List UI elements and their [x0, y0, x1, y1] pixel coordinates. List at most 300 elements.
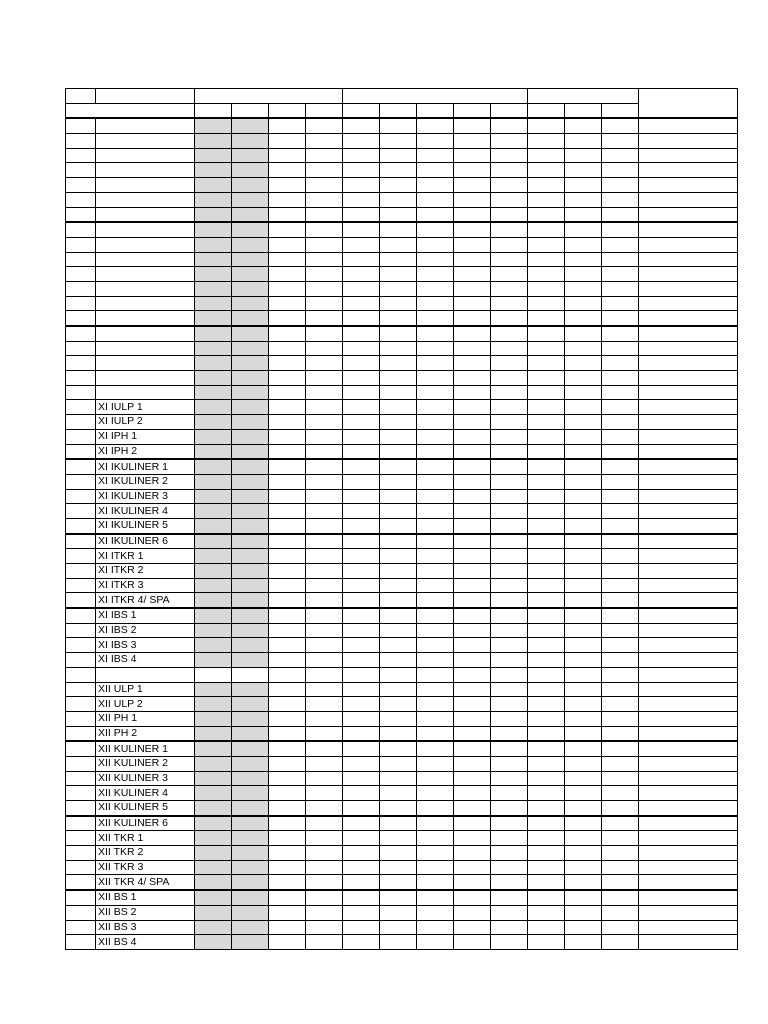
data-cell	[269, 267, 306, 282]
data-cell	[195, 371, 232, 386]
data-cell	[565, 267, 602, 282]
data-cell	[269, 237, 306, 252]
row-number-cell	[66, 400, 96, 415]
data-cell	[528, 697, 565, 712]
class-row	[66, 400, 738, 415]
class-name-cell	[96, 148, 195, 163]
data-cell	[306, 118, 343, 133]
remark-cell	[639, 816, 738, 831]
data-cell	[454, 549, 491, 564]
data-cell	[195, 459, 232, 474]
data-cell	[565, 593, 602, 608]
data-cell	[454, 474, 491, 489]
separator-row	[66, 667, 738, 682]
class-name-cell: XII TKR 2	[96, 846, 195, 861]
data-cell	[528, 534, 565, 549]
data-cell	[491, 638, 528, 653]
remark-cell	[639, 578, 738, 593]
data-cell	[343, 489, 380, 504]
data-cell	[602, 608, 639, 623]
data-cell	[454, 786, 491, 801]
class-row	[66, 905, 738, 920]
class-name-cell	[96, 281, 195, 296]
data-cell	[417, 371, 454, 386]
data-cell	[269, 726, 306, 741]
data-cell	[565, 741, 602, 756]
class-row	[66, 578, 738, 593]
data-cell	[454, 564, 491, 579]
class-row	[66, 741, 738, 756]
remark-cell	[639, 489, 738, 504]
data-cell	[306, 296, 343, 311]
row-number-cell	[66, 296, 96, 311]
data-cell	[454, 875, 491, 890]
row-number-cell	[66, 518, 96, 533]
data-cell	[195, 518, 232, 533]
data-cell	[195, 875, 232, 890]
data-cell	[565, 935, 602, 950]
data-cell	[454, 846, 491, 861]
row-number-cell	[66, 489, 96, 504]
class-name-cell: XII PH 1	[96, 711, 195, 726]
data-cell	[417, 726, 454, 741]
data-cell	[565, 148, 602, 163]
class-row	[66, 786, 738, 801]
data-cell	[491, 711, 528, 726]
data-cell	[454, 905, 491, 920]
data-cell	[269, 326, 306, 341]
data-cell	[380, 816, 417, 831]
row-number-cell	[66, 148, 96, 163]
blank-row	[66, 192, 738, 207]
data-cell	[491, 786, 528, 801]
data-cell	[602, 534, 639, 549]
row-number-cell	[66, 711, 96, 726]
class-row	[66, 935, 738, 950]
data-cell	[306, 682, 343, 697]
data-cell	[195, 163, 232, 178]
data-cell	[343, 638, 380, 653]
data-cell	[380, 741, 417, 756]
data-cell	[454, 267, 491, 282]
row-number-cell	[66, 237, 96, 252]
data-cell	[528, 682, 565, 697]
data-cell	[380, 564, 417, 579]
data-cell	[454, 771, 491, 786]
class-name-cell	[96, 134, 195, 149]
row-number-cell	[66, 682, 96, 697]
data-cell	[269, 341, 306, 356]
class-row	[66, 801, 738, 816]
data-cell	[602, 920, 639, 935]
data-cell	[380, 371, 417, 386]
data-cell	[491, 756, 528, 771]
class-row	[66, 534, 738, 549]
data-cell	[380, 638, 417, 653]
class-name-cell: XI ITKR 1	[96, 549, 195, 564]
remark-cell	[639, 890, 738, 905]
data-cell	[343, 400, 380, 415]
data-cell	[491, 801, 528, 816]
data-cell	[491, 326, 528, 341]
data-cell	[232, 890, 269, 905]
data-cell	[232, 385, 269, 400]
data-cell	[417, 771, 454, 786]
data-cell	[306, 429, 343, 444]
data-cell	[306, 756, 343, 771]
data-cell	[306, 281, 343, 296]
data-cell	[269, 371, 306, 386]
data-cell	[454, 816, 491, 831]
data-cell	[565, 311, 602, 326]
data-cell	[491, 356, 528, 371]
header-subcell	[306, 103, 343, 118]
remark-cell	[639, 860, 738, 875]
data-cell	[417, 252, 454, 267]
data-cell	[528, 667, 565, 682]
data-cell	[269, 697, 306, 712]
data-cell	[195, 311, 232, 326]
data-cell	[232, 831, 269, 846]
data-cell	[269, 385, 306, 400]
data-cell	[602, 846, 639, 861]
data-cell	[417, 163, 454, 178]
data-cell	[343, 356, 380, 371]
data-cell	[565, 578, 602, 593]
data-cell	[602, 385, 639, 400]
data-cell	[232, 697, 269, 712]
remark-cell	[639, 756, 738, 771]
row-number-cell	[66, 593, 96, 608]
data-cell	[343, 653, 380, 668]
data-cell	[232, 178, 269, 193]
data-cell	[343, 222, 380, 237]
data-cell	[269, 860, 306, 875]
class-name-cell: XII KULINER 1	[96, 741, 195, 756]
data-cell	[528, 489, 565, 504]
data-cell	[454, 222, 491, 237]
data-cell	[528, 875, 565, 890]
data-cell	[417, 667, 454, 682]
data-cell	[380, 667, 417, 682]
data-cell	[195, 534, 232, 549]
class-name-cell	[96, 326, 195, 341]
data-cell	[417, 222, 454, 237]
row-number-cell	[66, 444, 96, 459]
data-cell	[602, 623, 639, 638]
data-cell	[491, 593, 528, 608]
data-cell	[269, 682, 306, 697]
data-cell	[491, 148, 528, 163]
data-cell	[343, 549, 380, 564]
data-cell	[232, 623, 269, 638]
remark-cell	[639, 726, 738, 741]
data-cell	[343, 711, 380, 726]
class-row	[66, 846, 738, 861]
data-cell	[565, 134, 602, 149]
blank-row	[66, 148, 738, 163]
data-cell	[343, 682, 380, 697]
row-number-cell	[66, 311, 96, 326]
data-cell	[565, 371, 602, 386]
data-cell	[602, 341, 639, 356]
data-cell	[380, 726, 417, 741]
data-cell	[602, 474, 639, 489]
row-number-cell	[66, 356, 96, 371]
class-name-cell: XI IKULINER 1	[96, 459, 195, 474]
data-cell	[269, 296, 306, 311]
header-row-2	[66, 103, 738, 118]
remark-cell	[639, 222, 738, 237]
data-cell	[343, 267, 380, 282]
data-cell	[491, 489, 528, 504]
data-cell	[380, 207, 417, 222]
data-cell	[417, 564, 454, 579]
data-cell	[380, 148, 417, 163]
class-name-cell: XII BS 1	[96, 890, 195, 905]
data-cell	[602, 444, 639, 459]
data-cell	[417, 741, 454, 756]
data-cell	[380, 163, 417, 178]
data-cell	[195, 935, 232, 950]
row-number-cell	[66, 756, 96, 771]
class-name-cell: XII TKR 1	[96, 831, 195, 846]
data-cell	[602, 741, 639, 756]
data-cell	[232, 222, 269, 237]
row-number-cell	[66, 178, 96, 193]
data-cell	[417, 192, 454, 207]
data-cell	[491, 549, 528, 564]
data-cell	[232, 504, 269, 519]
remark-cell	[639, 134, 738, 149]
remark-cell	[639, 341, 738, 356]
remark-cell	[639, 697, 738, 712]
data-cell	[380, 711, 417, 726]
data-cell	[380, 252, 417, 267]
blank-row	[66, 118, 738, 133]
remark-cell	[639, 415, 738, 430]
data-cell	[232, 444, 269, 459]
data-cell	[454, 638, 491, 653]
data-cell	[528, 860, 565, 875]
data-cell	[380, 311, 417, 326]
data-cell	[232, 771, 269, 786]
data-cell	[417, 267, 454, 282]
data-cell	[565, 667, 602, 682]
data-cell	[417, 623, 454, 638]
data-cell	[528, 726, 565, 741]
row-number-cell	[66, 504, 96, 519]
data-cell	[232, 638, 269, 653]
data-cell	[306, 816, 343, 831]
data-cell	[565, 474, 602, 489]
blank-row	[66, 207, 738, 222]
data-cell	[417, 311, 454, 326]
data-cell	[528, 237, 565, 252]
remark-cell	[639, 771, 738, 786]
data-cell	[232, 118, 269, 133]
blank-row	[66, 371, 738, 386]
data-cell	[232, 474, 269, 489]
data-cell	[565, 178, 602, 193]
separator-row	[66, 385, 738, 400]
data-cell	[306, 697, 343, 712]
data-cell	[491, 682, 528, 697]
data-cell	[565, 608, 602, 623]
data-cell	[454, 831, 491, 846]
data-cell	[565, 682, 602, 697]
class-name-cell: XII KULINER 4	[96, 786, 195, 801]
class-name-cell	[96, 311, 195, 326]
data-cell	[306, 549, 343, 564]
data-cell	[417, 549, 454, 564]
data-cell	[343, 935, 380, 950]
data-cell	[565, 816, 602, 831]
data-cell	[343, 237, 380, 252]
data-cell	[232, 534, 269, 549]
data-cell	[454, 534, 491, 549]
header-subcell	[380, 103, 417, 118]
data-cell	[417, 504, 454, 519]
data-cell	[528, 385, 565, 400]
data-cell	[269, 653, 306, 668]
class-row	[66, 415, 738, 430]
data-cell	[232, 326, 269, 341]
remark-cell	[639, 356, 738, 371]
data-cell	[565, 237, 602, 252]
data-cell	[232, 518, 269, 533]
data-cell	[491, 134, 528, 149]
data-cell	[602, 890, 639, 905]
data-cell	[269, 534, 306, 549]
data-cell	[602, 415, 639, 430]
row-number-cell	[66, 385, 96, 400]
class-row	[66, 638, 738, 653]
data-cell	[343, 920, 380, 935]
data-cell	[195, 816, 232, 831]
data-cell	[343, 296, 380, 311]
data-cell	[602, 875, 639, 890]
data-cell	[343, 504, 380, 519]
class-row	[66, 890, 738, 905]
data-cell	[306, 459, 343, 474]
data-cell	[380, 920, 417, 935]
data-cell	[565, 415, 602, 430]
data-cell	[195, 578, 232, 593]
data-cell	[565, 400, 602, 415]
remark-cell	[639, 474, 738, 489]
data-cell	[306, 860, 343, 875]
data-cell	[269, 163, 306, 178]
data-cell	[528, 281, 565, 296]
data-cell	[195, 667, 232, 682]
data-cell	[454, 444, 491, 459]
data-cell	[195, 801, 232, 816]
data-cell	[269, 178, 306, 193]
class-name-cell	[96, 667, 195, 682]
header-group-2	[343, 89, 528, 104]
data-cell	[380, 237, 417, 252]
data-cell	[232, 148, 269, 163]
header-subcell	[491, 103, 528, 118]
data-cell	[528, 816, 565, 831]
data-cell	[269, 875, 306, 890]
remark-cell	[639, 296, 738, 311]
row-number-cell	[66, 163, 96, 178]
data-cell	[306, 564, 343, 579]
data-cell	[269, 252, 306, 267]
data-cell	[491, 890, 528, 905]
data-cell	[602, 786, 639, 801]
data-cell	[454, 459, 491, 474]
data-cell	[380, 860, 417, 875]
data-cell	[380, 682, 417, 697]
data-cell	[195, 415, 232, 430]
data-cell	[269, 935, 306, 950]
data-cell	[602, 711, 639, 726]
data-cell	[528, 192, 565, 207]
data-cell	[306, 311, 343, 326]
row-number-cell	[66, 341, 96, 356]
data-cell	[491, 726, 528, 741]
data-cell	[269, 518, 306, 533]
data-cell	[417, 711, 454, 726]
class-name-cell: XII KULINER 5	[96, 801, 195, 816]
data-cell	[417, 400, 454, 415]
data-cell	[306, 875, 343, 890]
blank-row	[66, 341, 738, 356]
data-cell	[343, 875, 380, 890]
data-cell	[528, 459, 565, 474]
data-cell	[343, 148, 380, 163]
class-name-cell	[96, 385, 195, 400]
data-cell	[565, 489, 602, 504]
data-cell	[528, 252, 565, 267]
class-name-cell: XII BS 3	[96, 920, 195, 935]
data-cell	[269, 429, 306, 444]
data-cell	[565, 905, 602, 920]
data-cell	[380, 341, 417, 356]
blank-row	[66, 222, 738, 237]
data-cell	[306, 831, 343, 846]
remark-cell	[639, 444, 738, 459]
data-cell	[491, 222, 528, 237]
data-cell	[491, 846, 528, 861]
data-cell	[269, 578, 306, 593]
data-cell	[343, 474, 380, 489]
data-cell	[195, 608, 232, 623]
row-number-cell	[66, 653, 96, 668]
class-row	[66, 920, 738, 935]
header-subcell	[602, 103, 639, 118]
data-cell	[454, 296, 491, 311]
data-cell	[269, 771, 306, 786]
data-cell	[417, 608, 454, 623]
class-row	[66, 682, 738, 697]
data-cell	[380, 504, 417, 519]
row-number-cell	[66, 801, 96, 816]
data-cell	[380, 846, 417, 861]
data-cell	[454, 252, 491, 267]
data-cell	[565, 326, 602, 341]
row-number-cell	[66, 222, 96, 237]
data-cell	[491, 667, 528, 682]
data-cell	[343, 311, 380, 326]
remark-cell	[639, 178, 738, 193]
data-cell	[195, 771, 232, 786]
class-schedule-grid	[65, 88, 738, 950]
blank-row	[66, 311, 738, 326]
